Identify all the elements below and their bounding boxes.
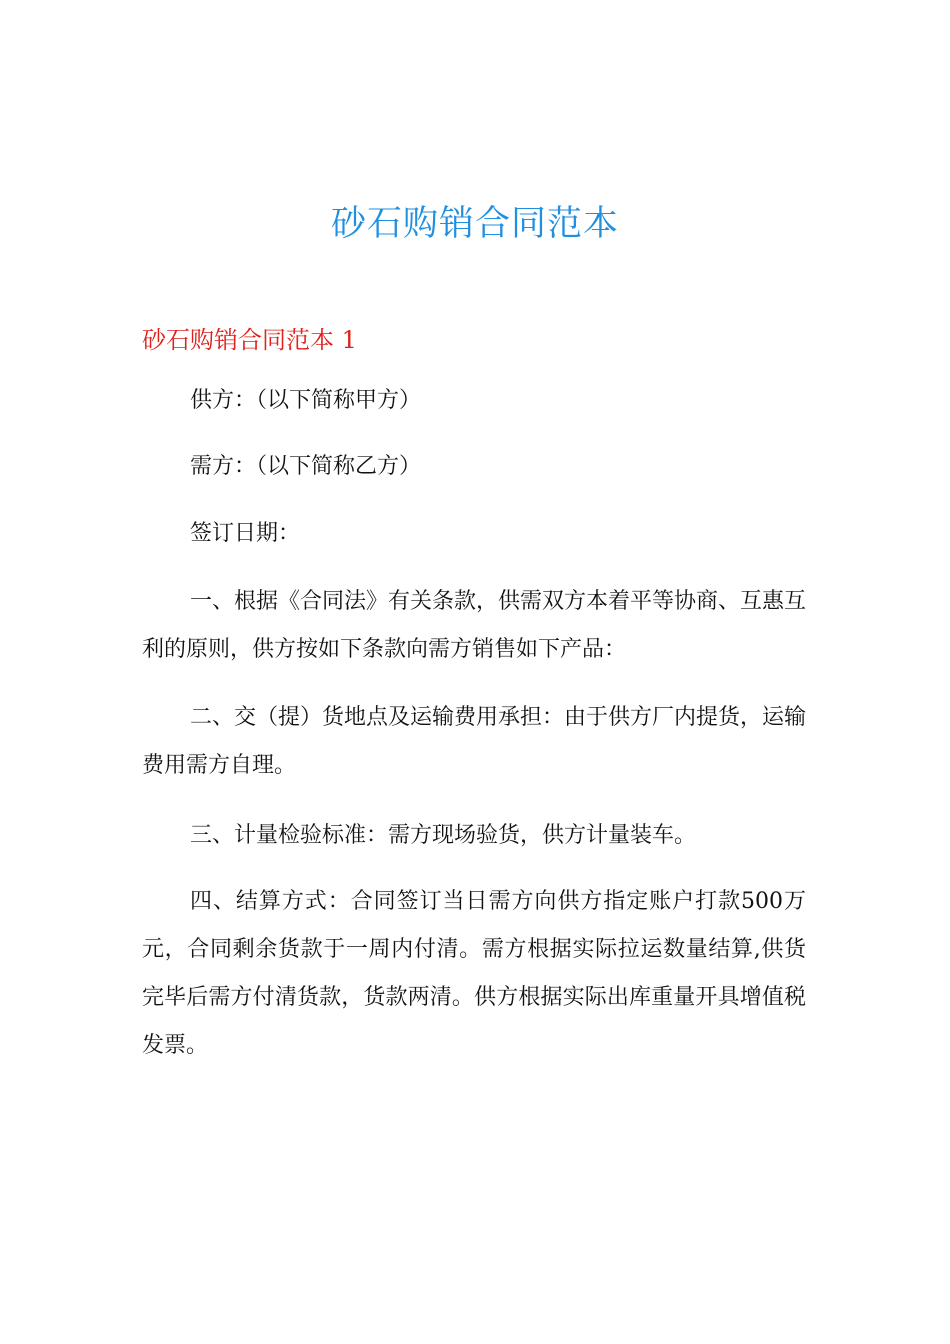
- clause-1-paragraph: 一、根据《合同法》有关条款，供需双方本着平等协商、互惠互利的原则，供方按如下条款向需方销售如下产品：: [142, 589, 807, 662]
- clause-2-paragraph: 二、交（提）货地点及运输费用承担：由于供方厂内提货，运输费用需方自理。: [142, 705, 807, 778]
- buyer-line: 需方：（以下简称乙方）: [190, 454, 422, 479]
- section-heading: 砂石购销合同范本 1: [142, 326, 357, 354]
- clause-3-paragraph: 三、计量检验标准：需方现场验货，供方计量装车。: [190, 823, 697, 848]
- sign-date-line: 签订日期：: [190, 521, 301, 546]
- document-title: 砂石购销合同范本: [330, 204, 619, 244]
- supplier-line: 供方：（以下简称甲方）: [190, 388, 422, 413]
- clause-4-paragraph: 四、结算方式：合同签订当日需方向供方指定账户打款500万元，合同剩余货款于一周内付清。需方根据实际拉运数量结算,供货完毕后需方付清货款，货款两清。供方根据实际出库重量开具增值税发票。: [142, 889, 806, 1058]
